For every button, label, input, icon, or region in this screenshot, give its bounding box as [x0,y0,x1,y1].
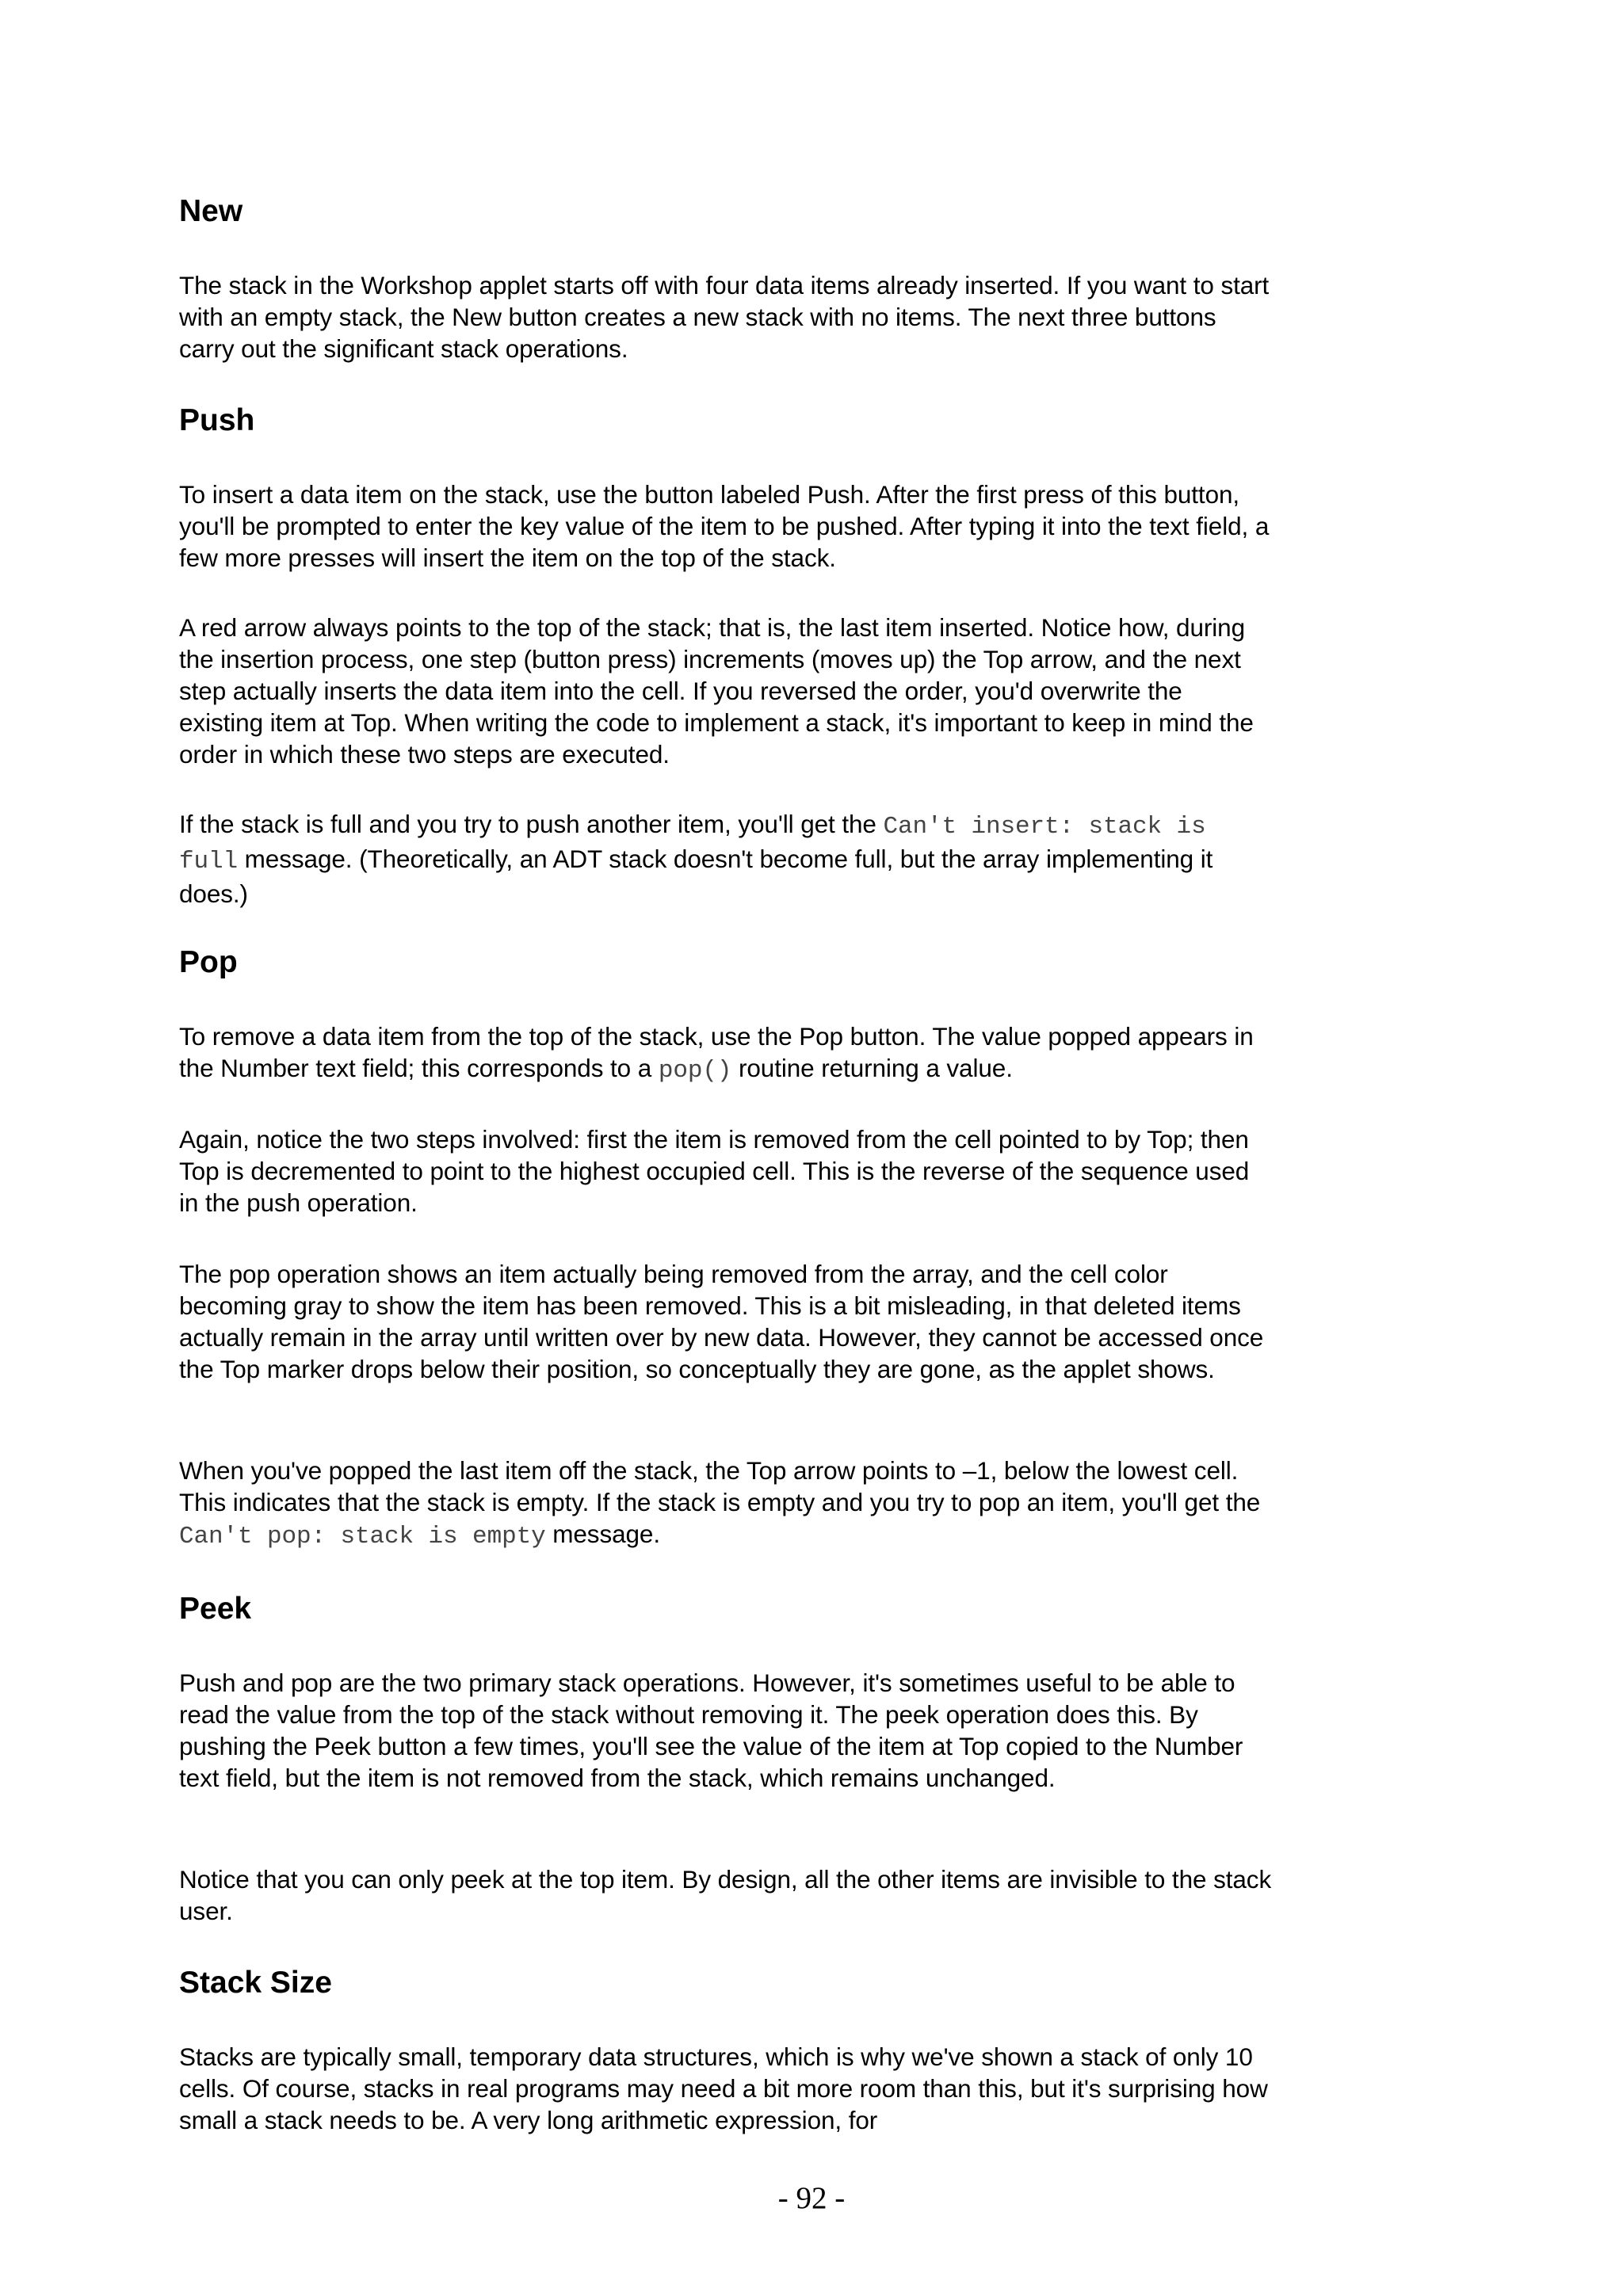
paragraph-push-2: A red arrow always points to the top of the stack; that is, the last item inserted. Notice how, during the insertion process, one step (button press) increments (moves up) the Top arrow, and the next step actually inserts the data item into the cell. If you reversed the order, you'd overwrite the existing item at Top. When writing the code to implement a stack, it's important to keep in mind the order in which these two steps are executed. [179,613,1254,769]
section-stack-size [179,1965,1273,2001]
paragraph [179,1455,1273,1553]
paragraph [179,1123,1273,1219]
paragraph [179,479,1273,574]
paragraph-pop-4 [179,1455,1273,1553]
section-push [179,402,1273,439]
paragraph-new-1: The stack in the Workshop applet starts off with four data items already inserted. If you want to start with an empty stack, the New button creates a new stack with no items. The next three buttons carry out the significant stack operations. [179,271,1270,363]
paragraph-pop-2: Again, notice the two steps involved: first the item is removed from the cell pointed to by Top; then Top is decremented to point to the highest occupied cell. This is the reverse of the sequence used in the push operation. [179,1125,1250,1217]
paragraph-peek-2: Notice that you can only peek at the top item. By design, all the other items are invisible to the stack user. [179,1865,1272,1925]
heading-new: New [179,194,243,228]
paragraph-pop-1 [179,1020,1273,1087]
inline-code: pop() [658,1057,732,1085]
paragraph [179,1020,1273,1087]
paragraph-pop-3: The pop operation shows an item actually being removed from the array, and the cell color becoming gray to show the item has been removed. This is a bit misleading, in that deleted items actually remain in the array until written over by new data. However, they cannot be accessed once the Top marker drops below their position, so conceptually they are gone, as the applet shows. [179,1260,1264,1383]
paragraph [179,1258,1273,1385]
inline-code: Can't insert: stack is full [179,813,1206,875]
paragraph [179,1863,1273,1927]
text: message. [545,1520,660,1548]
section-new [179,193,1273,230]
heading-stack-size: Stack Size [179,1966,332,2000]
heading-peek: Peek [179,1592,252,1626]
inline-code: Can't pop: stack is empty [179,1523,546,1550]
section-peek [179,1591,1273,1627]
section-pop [179,944,1273,981]
heading-pop: Pop [179,945,238,979]
paragraph [179,269,1273,364]
paragraph-push-3 [179,808,1273,910]
paragraph [179,2041,1273,2136]
page-number: - 92 - [777,2181,846,2215]
text: To remove a data item from the top of the stack, use the Pop button. The value popped appears in the Number text field; this corresponds to a [179,1022,1254,1082]
paragraph-stack-size-1: Stacks are typically small, temporary data structures, which is why we've shown a stack of only 10 cells. Of course, stacks in real programs may need a bit more room than this, but it's surprising how small a stack needs to be. A very long arithmetic expression, for [179,2042,1268,2134]
text: routine returning a value. [731,1054,1013,1082]
paragraph [179,1667,1273,1794]
text: When you've popped the last item off the stack, the Top arrow points to –1, below the lowest cell. This indicates that the stack is empty. If the stack is empty and you try to pop an item, you'll get the [179,1456,1261,1516]
text: If the stack is full and you try to push another item, you'll get the [179,810,884,838]
paragraph [179,808,1273,910]
paragraph-peek-1: Push and pop are the two primary stack operations. However, it's sometimes useful to be able to read the value from the top of the stack without removing it. The peek operation does this. By pushing the Peek button a few times, you'll see the value of the item at Top copied to the Number text field, but the item is not removed from the stack, which remains unchanged. [179,1669,1243,1792]
heading-push: Push [179,403,255,437]
paragraph [179,612,1273,770]
paragraph-push-1: To insert a data item on the stack, use the button labeled Push. After the first press of this button, you'll be prompted to enter the key value of the item to be pushed. After typing it into the text field, a few more presses will insert the item on the top of the stack. [179,480,1270,572]
text: message. (Theoretically, an ADT stack doesn't become full, but the array implementing it does.) [179,845,1213,908]
